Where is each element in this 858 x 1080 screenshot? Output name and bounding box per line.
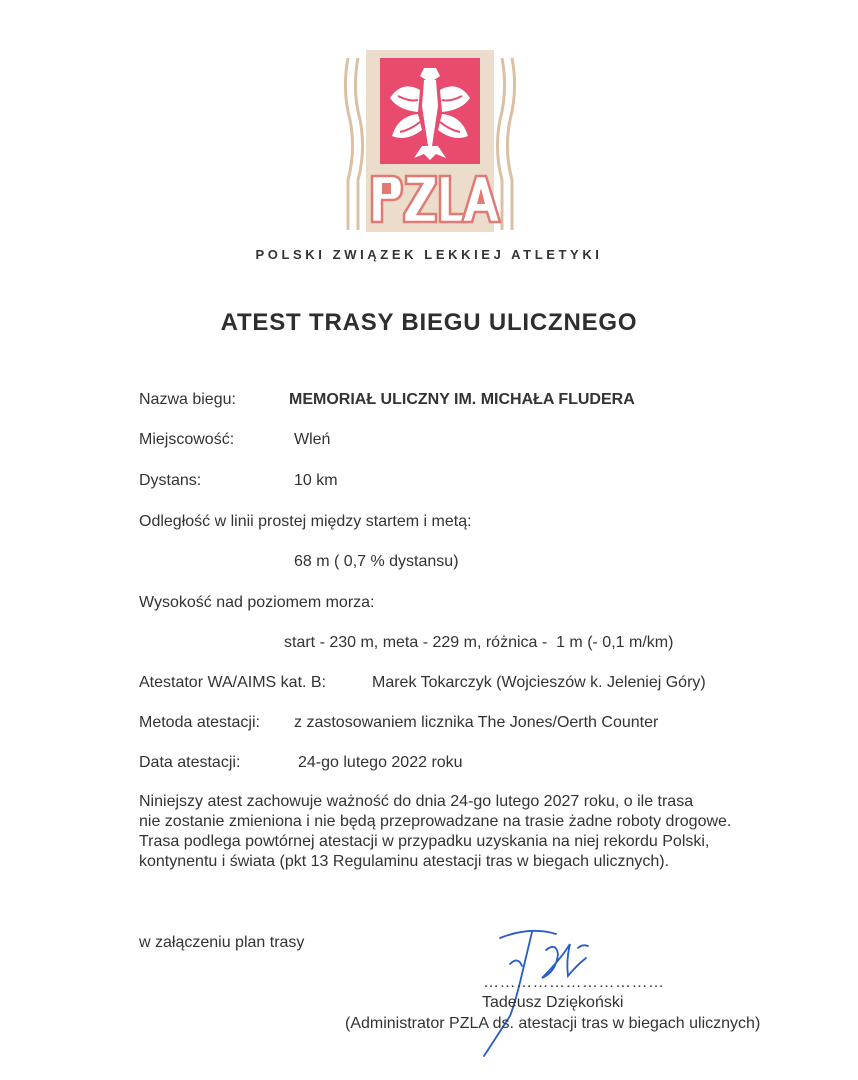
date-label: Data atestacji: xyxy=(139,754,241,771)
race-name-value: MEMORIAŁ ULICZNY IM. MICHAŁA FLUDERA xyxy=(289,391,635,408)
distance-label: Dystans: xyxy=(139,472,202,489)
race-name-label: Nazwa biegu: xyxy=(139,391,236,408)
location-label: Miejscowość: xyxy=(139,431,235,448)
validity-line: Trasa podlega powtórnej atestacji w przypadku uzyskania na niej rekordu Polski, xyxy=(139,833,710,850)
validity-paragraph xyxy=(139,792,839,872)
altitude-value: start - 230 m, meta - 229 m, różnica - 1 m (- 0,1 m/km) xyxy=(284,634,674,651)
altitude-label: Wysokość nad poziomem morza: xyxy=(139,594,375,611)
date-value: 24-go lutego 2022 roku xyxy=(298,754,463,771)
method-label: Metoda atestacji: xyxy=(139,714,260,731)
straight-distance-label: Odległość w linii prostej między startem i metą: xyxy=(139,513,472,530)
distance-value: 10 km xyxy=(294,472,338,489)
certifier-value: Marek Tokarczyk (Wojcieszów k. Jeleniej Góry) xyxy=(372,674,706,691)
validity-line: kontynentu i świata (pkt 13 Regulaminu atestacji tras w biegach ulicznych). xyxy=(139,853,670,870)
certifier-label: Atestator WA/AIMS kat. B: xyxy=(139,674,327,691)
organization-name: POLSKI ZWIĄZEK LEKKIEJ ATLETYKI xyxy=(255,247,603,262)
pzla-logo xyxy=(340,50,520,232)
signature-dots: …………………………… xyxy=(483,974,665,991)
signatory-name: Tadeusz Dziękoński xyxy=(482,994,624,1011)
straight-distance-value: 68 m ( 0,7 % dystansu) xyxy=(294,553,459,570)
attachment-note: w załączeniu plan trasy xyxy=(139,934,305,951)
validity-line: nie zostanie zmieniona i nie będą przeprowadzane na trasie żadne roboty drogowe. xyxy=(139,813,732,830)
validity-line: Niniejszy atest zachowuje ważność do dnia 24-go lutego 2027 roku, o ile trasa xyxy=(139,793,694,810)
document-title: ATEST TRASY BIEGU ULICZNEGO xyxy=(220,309,638,336)
signatory-role: (Administrator PZLA ds. atestacji tras w biegach ulicznych) xyxy=(345,1015,761,1032)
location-value: Wleń xyxy=(294,431,331,448)
method-value: z zastosowaniem licznika The Jones/Oerth Counter xyxy=(294,714,659,731)
